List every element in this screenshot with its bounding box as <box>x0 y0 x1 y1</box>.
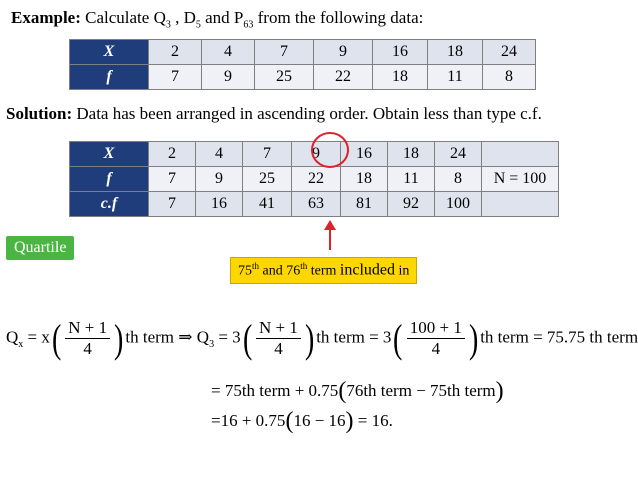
table2-cell: 7 <box>243 142 292 167</box>
formula-line-3 <box>211 408 393 435</box>
table1-row-f <box>70 65 536 90</box>
formula-text: = 3 <box>214 327 241 347</box>
solution-text: Data has been arranged in ascending order. Obtain less than type c.f. <box>76 104 542 123</box>
solution-label: Solution: <box>6 104 73 123</box>
table1-cell: 9 <box>314 40 373 65</box>
formula-text: th term <box>125 327 175 347</box>
formula-sub: x <box>18 338 24 350</box>
paren-close-icon: ) <box>304 315 315 361</box>
paren-open-icon: ( <box>51 315 62 361</box>
table2-cell: 9 <box>196 167 243 192</box>
formula-text: =16 + 0.75 <box>211 411 286 430</box>
table1-cell: 18 <box>373 65 428 90</box>
table2-cell: 11 <box>388 167 435 192</box>
table2-cell: 41 <box>243 192 292 217</box>
table1-x-label: X <box>70 40 149 65</box>
table1-cell: 7 <box>255 40 314 65</box>
solution-heading <box>6 104 542 124</box>
example-heading <box>11 8 423 30</box>
paren-close-icon: ) <box>114 315 124 361</box>
table1-cell: 8 <box>483 65 536 90</box>
table2-cf-label: c.f <box>70 192 149 217</box>
table2-cell: 92 <box>388 192 435 217</box>
table2-cell: 25 <box>243 167 292 192</box>
callout-sup: th <box>252 261 260 271</box>
table2-cell: 7 <box>149 167 196 192</box>
paren-open-icon: ( <box>285 408 294 434</box>
formula-text: 76th term − 75th term <box>346 381 496 400</box>
term-callout <box>230 257 417 284</box>
highlight-circle <box>312 133 348 167</box>
example-text-pre: Calculate Q <box>85 8 166 27</box>
formula-text: th term <box>316 327 365 347</box>
formula-text: th term <box>480 327 529 347</box>
formula-text: 16 − 16 <box>293 411 346 430</box>
paren-open-icon: ( <box>393 315 403 361</box>
formula-text: = 3 <box>364 327 392 347</box>
fraction-denominator: 4 <box>431 339 441 358</box>
fraction-denominator: 4 <box>83 339 92 358</box>
table2-cell: 4 <box>196 142 243 167</box>
table2-cell: 22 <box>292 167 341 192</box>
table1-cell: 4 <box>202 40 255 65</box>
example-text-post: from the following data: <box>253 8 424 27</box>
example-text-mid1: , D <box>170 8 196 27</box>
fraction <box>256 318 301 359</box>
table1-cell: 9 <box>202 65 255 90</box>
table1-cell: 24 <box>483 40 536 65</box>
table2-cell: 7 <box>149 192 196 217</box>
callout-text: included <box>339 261 395 279</box>
table2-cell <box>482 192 559 217</box>
table2-cell: 16 <box>196 192 243 217</box>
table2-cell: 100 <box>435 192 482 217</box>
table2-x-label: X <box>70 142 149 167</box>
table2-cell: 63 <box>292 192 341 217</box>
fraction <box>407 318 465 359</box>
d-subscript: 5 <box>195 19 201 31</box>
formula-text: Q <box>6 327 19 347</box>
table2-cell: 8 <box>435 167 482 192</box>
table2-cell: 24 <box>435 142 482 167</box>
q-subscript: 3 <box>165 19 171 31</box>
table1-f-label: f <box>70 65 149 90</box>
table2-f-label: f <box>70 167 149 192</box>
fraction-denominator: 4 <box>274 339 283 358</box>
table1-row-x <box>70 40 536 65</box>
quartile-badge: Quartile <box>6 236 74 260</box>
callout-text: and 76 <box>259 263 301 279</box>
formula-sub: 3 <box>209 338 215 350</box>
fraction-numerator: 100 + 1 <box>407 318 465 339</box>
callout-text: 75 <box>238 263 252 279</box>
table2-cell: 18 <box>341 167 388 192</box>
table2-cell: 2 <box>149 142 196 167</box>
table2-cell <box>482 142 559 167</box>
table2-cell: 18 <box>388 142 435 167</box>
formula-text: = x <box>23 327 50 347</box>
arrow-up-icon <box>324 220 336 230</box>
callout-text: term <box>307 263 340 279</box>
table1-cell: 2 <box>149 40 202 65</box>
formula-result: = 75.75 th term <box>528 327 638 347</box>
data-table-1 <box>69 39 536 90</box>
paren-close-icon: ) <box>468 315 479 361</box>
table1-cell: 25 <box>255 65 314 90</box>
callout-sup: th <box>300 261 308 271</box>
p-subscript: 63 <box>243 19 254 31</box>
fraction-numerator: N + 1 <box>256 318 301 339</box>
table1-cell: 11 <box>428 65 483 90</box>
formula-line-1 <box>6 315 638 361</box>
example-text-mid2: and P <box>200 8 244 27</box>
table2-cell: 16 <box>341 142 388 167</box>
table2-cell: 81 <box>341 192 388 217</box>
paren-close-icon: ) <box>345 408 354 434</box>
fraction <box>65 318 110 359</box>
example-label: Example: <box>11 8 81 27</box>
formula-text: ⇒ Q <box>174 327 210 347</box>
paren-open-icon: ( <box>242 315 253 361</box>
formula-text: = 16. <box>353 411 393 430</box>
table1-cell: 7 <box>149 65 202 90</box>
table1-cell: 22 <box>314 65 373 90</box>
callout-text: in <box>395 263 410 279</box>
table1-cell: 18 <box>428 40 483 65</box>
fraction-numerator: N + 1 <box>65 318 110 339</box>
highlight-annotation <box>300 128 360 258</box>
table2-n-total: N = 100 <box>482 167 559 192</box>
table2-cell: 9 <box>292 142 341 167</box>
table1-cell: 16 <box>373 40 428 65</box>
paren-close-icon: ) <box>495 378 504 404</box>
formula-text: = 75th term + 0.75 <box>211 381 339 400</box>
formula-line-2 <box>211 378 504 405</box>
paren-open-icon: ( <box>338 378 347 404</box>
